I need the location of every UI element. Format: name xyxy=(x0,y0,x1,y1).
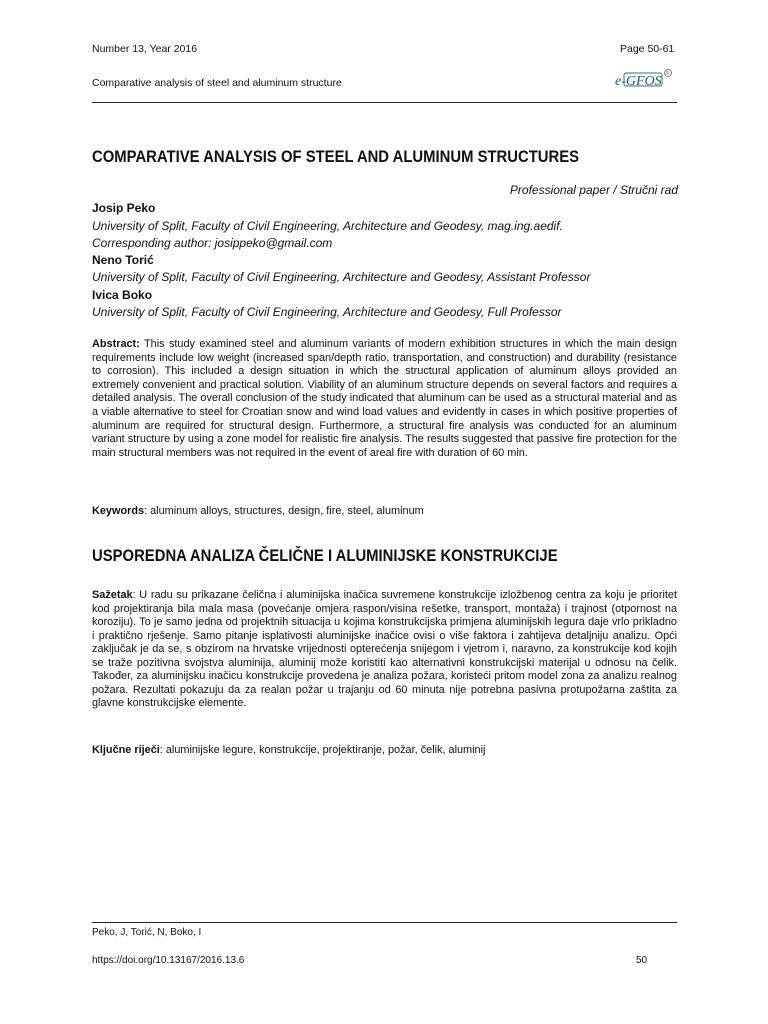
footer-divider xyxy=(92,922,677,923)
header-divider xyxy=(92,102,677,103)
keywords-label: Keywords xyxy=(92,505,145,517)
kljucne-rijeci-text: : aluminijske legure, konstrukcije, projektiranje, požar, čelik, aluminij xyxy=(159,744,486,756)
journal-logo xyxy=(614,67,674,89)
sazetak-label: Sažetak xyxy=(92,589,133,601)
sazetak-text: : U radu su prikazane čelična i aluminijska inačica suvremene konstrukcije izložbenog centra za koju je prioritet kod projektiranja bila mala masa (povećanje omjera raspon/visina rešetke, transport, montaža) i trajnost (otpornost na koroziju). To je samo jedna od projektnih situacija u kojima konstrukcijska primjena aluminijskih legura daje vrlo prikladno i praktično rješenje. Samo pitanje isplativosti aluminijske inačice ovisi o više faktora i zahtijeva detaljniju analizu. Opći zaključak je da se, s obzirom na hrvatske vrijednosti opterećenja snijegom i vjetrom i, naravno, za konstrukcije kod kojih se traže pozitivna svojstva aluminija, aluminij može koristiti kao alternativni konstrukcijski materijal u odnosu na čelik. Također, za aluminijsku inačicu konstrukcije provedena je analiza požara, koristeći pritom model zona za analizu realnog požara. Rezultati pokazuju da za realan požar u trajanju od 60 minuta nije potrebna pasivna protupožarna zaštita za glavne konstrukcijske elemente. xyxy=(92,589,677,709)
egfos-logo-icon xyxy=(614,67,674,89)
author-name-2: Neno Torić xyxy=(92,253,154,267)
corresponding-author: Corresponding author: josippeko@gmail.com xyxy=(92,236,333,250)
author-affiliation-2: University of Split, Faculty of Civil Engineering, Architecture and Geodesy, Assistant Professor xyxy=(92,270,591,284)
running-title: Comparative analysis of steel and aluminum structure xyxy=(92,77,342,89)
abstract-text: This study examined steel and aluminum variants of modern exhibition structures in which the main design requirements include low weight (increased span/depth ratio, transportation, and construction) and durability (resistance to corrosion). This included a design situation in which the structural application of aluminum alloys provided an extremely convenient and practical solution. Viability of an aluminum structure depends on several factors and requires a detailed analysis. The overall conclusion of the study indicated that aluminum can be used as a structural material and as a viable alternative to steel for Croatian snow and wind load values and evidently in cases in which positive properties of aluminum are required for structural design. Furthermore, a structural fire analysis was conducted for an aluminum variant structure by using a zone model for realistic fire analysis. The results suggested that passive fire protection for the main structural members was not required in the event of areal fire with duration of 60 min. xyxy=(92,338,677,459)
sazetak xyxy=(92,589,677,711)
paper-type: Professional paper / Stručni rad xyxy=(509,183,678,197)
article-title-hr: USPOREDNA ANALIZA ČELIČNE I ALUMINIJSKE KONSTRUKCIJE xyxy=(92,547,558,565)
author-affiliation-3: University of Split, Faculty of Civil Engineering, Architecture and Geodesy, Full Professor xyxy=(92,305,562,319)
article-title-en: COMPARATIVE ANALYSIS OF STEEL AND ALUMINUM STRUCTURES xyxy=(92,148,580,166)
keywords xyxy=(92,505,424,517)
abstract xyxy=(92,338,677,460)
page-range: Page 50-61 xyxy=(620,43,675,55)
footer-authors: Peko, J, Torić, N, Boko, I xyxy=(92,927,202,938)
abstract-label: Abstract: xyxy=(92,338,140,350)
kljucne-rijeci xyxy=(92,744,485,756)
author-affiliation-1: University of Split, Faculty of Civil Engineering, Architecture and Geodesy, mag.ing.aedif. xyxy=(92,219,563,233)
logo-registered-mark: ® xyxy=(665,71,670,78)
issue-number: Number 13, Year 2016 xyxy=(92,43,198,55)
kljucne-rijeci-label: Ključne riječi xyxy=(92,744,160,756)
author-name-3: Ivica Boko xyxy=(92,288,153,302)
author-name-1: Josip Peko xyxy=(92,201,156,215)
page-number: 50 xyxy=(636,955,648,966)
doi-link[interactable]: https://doi.org/10.13167/2016.13.6 xyxy=(92,955,245,966)
logo-text: e-GFOS xyxy=(615,74,662,89)
keywords-text: : aluminum alloys, structures, design, fire, steel, aluminum xyxy=(144,505,424,517)
